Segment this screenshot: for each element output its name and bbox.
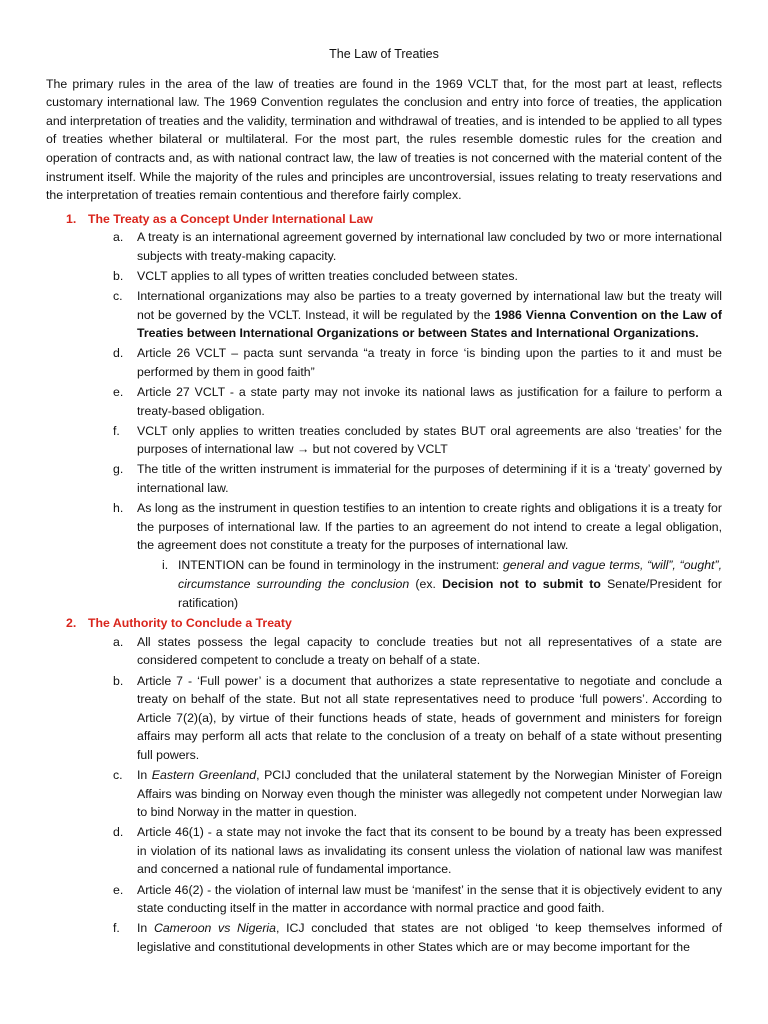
list-item-letter: f. — [113, 423, 120, 438]
list-item-text — [137, 287, 722, 343]
sub-list-item — [162, 556, 722, 612]
list-item-text — [137, 499, 722, 555]
text-run: In — [137, 767, 152, 782]
list-item — [46, 267, 722, 286]
intro-paragraph: The primary rules in the area of the law of treaties are found in the 1969 VCLT that, for the most part at least, reflects customary international law. The 1969 Convention regulates the conclusion and entry into force of treaties, the application and interpretation of treaties and the validity, termination and withdrawal of treaties, and is intended to be applied to all types of treaties whether bilateral or multilateral. For the most part, the rules resemble domestic rules for the creation and operation of contracts and, as with national contract law, the law of treaties is not concerned with the material content of the instrument itself. While the majority of the rules and principles are uncontroversial, issues relating to treaty reservations and the interpretation of treaties remain contentious and therefore fairly complex. — [46, 76, 722, 203]
list-item — [46, 766, 722, 822]
section-number: 2. — [66, 616, 77, 631]
list-item-letter: b. — [113, 673, 124, 688]
section-2 — [46, 614, 722, 956]
list-item-text — [137, 881, 722, 918]
sub-list-item-text — [178, 556, 722, 612]
list-item-text — [137, 672, 722, 765]
list-item — [46, 633, 722, 670]
list-item — [46, 823, 722, 879]
section-heading — [46, 210, 722, 229]
text-run: The title of the written instrument is immaterial for the purposes of determining if it is a ‘treaty’ governed by international law. — [137, 462, 722, 496]
list-item-letter: a. — [113, 230, 124, 245]
list-item — [46, 287, 722, 343]
list-item-text — [137, 823, 722, 879]
list-item-text — [137, 766, 722, 822]
list-item-letter: g. — [113, 462, 124, 477]
text-run: , ICJ concluded that states are not obliged ‘to keep themselves informed of legislative and constitutional developments in other States which are or may become important for the — [137, 921, 722, 954]
document-title: The Law of Treaties — [329, 47, 439, 61]
list-item-text — [137, 267, 722, 286]
text-run: general and vague terms, “will”, “ought”, circumstance surrounding the conclusion — [178, 558, 722, 592]
list-item — [46, 383, 722, 420]
text-run: VCLT applies to all types of written treaties concluded between states. — [137, 269, 518, 284]
list-item — [46, 228, 722, 265]
text-run: Eastern Greenland — [151, 767, 257, 782]
list-item-letter: d. — [113, 825, 124, 840]
list-item — [46, 919, 722, 956]
section-heading — [46, 614, 722, 633]
text-run: 1986 Vienna Convention on the Law of Treaties between International Organizations or between States and International Organizations. — [137, 307, 722, 341]
text-run: Article 46(2) - the violation of internal law must be ‘manifest’ in the sense that it is objectively evident to any state conducting itself in the matter in accordance with normal practice and good faith. — [137, 882, 722, 916]
section-item-list — [46, 633, 722, 957]
text-run: In — [137, 921, 154, 936]
section-heading-text: The Authority to Conclude a Treaty — [88, 616, 292, 631]
text-run: Cameroon vs Nigeria — [153, 921, 276, 936]
text-run: A treaty is an international agreement governed by international law concluded by two or more international subjects with treaty-making capacity. — [137, 230, 722, 263]
list-item-letter: d. — [113, 346, 124, 361]
list-item-text — [137, 422, 722, 459]
list-item — [46, 499, 722, 555]
list-item — [46, 344, 722, 381]
list-item-text — [137, 383, 722, 420]
text-run: Article 26 VCLT – pacta sunt servanda “a treaty in force ‘is binding upon the parties to it and must be performed by them in good faith” — [137, 346, 722, 379]
list-item — [46, 672, 722, 765]
list-item-letter: b. — [113, 269, 124, 284]
sections-container — [46, 210, 722, 957]
text-run: Article 7 - ‘Full power’ is a document that authorizes a state representative to negotiate and conclude a treaty on behalf of the state. But not all state representatives need to produce ‘full powers’. According to Article 7(2)(a), by virtue of their functions heads of state, heads of government and ministers for foreign affairs may perform all acts that relate to the conclusion of a treaty on behalf of a state without presenting full powers. — [137, 673, 722, 762]
text-run: VCLT only applies to written treaties concluded by states BUT oral agreements are also ‘treaties’ for the purposes of international law → but not covered by VCLT — [137, 423, 722, 457]
text-run: International organizations may also be parties to a treaty governed by international law but the treaty will not be governed by the VCLT. Instead, it will be regulated by the — [137, 289, 722, 322]
list-item-text — [137, 460, 722, 497]
list-item-letter: a. — [113, 634, 124, 649]
text-run: Decision not to submit to — [442, 577, 601, 592]
list-item-text — [137, 919, 722, 956]
list-item-text — [137, 633, 722, 670]
list-item-letter: e. — [113, 385, 124, 400]
list-item-letter: c. — [113, 289, 123, 304]
list-item — [46, 422, 722, 459]
text-run: Senate/President for ratification) — [178, 577, 722, 610]
text-run: All states possess the legal capacity to conclude treaties but not all representatives of a state are considered competent to conclude a treaty on behalf of a state. — [137, 634, 722, 668]
list-item-text — [137, 228, 722, 265]
text-run: Article 27 VCLT - a state party may not invoke its national laws as justification for a failure to perform a treaty-based obligation. — [137, 385, 722, 418]
section-heading-text: The Treaty as a Concept Under International Law — [88, 211, 373, 226]
list-item-text — [137, 344, 722, 381]
document-page — [46, 45, 722, 958]
text-run: As long as the instrument in question testifies to an intention to create rights and obligations it is a treaty for the purposes of international law. If the parties to an agreement do not intend to create a legal obligation, the agreement does not constitute a treaty for the purposes of international law. — [137, 501, 722, 553]
text-run: INTENTION can be found in terminology in the instrument: — [178, 558, 503, 573]
text-run: Article 46(1) - a state may not invoke the fact that its consent to be bound by a treaty has been expressed in violation of its national laws as invalidating its consent unless the violation of national law was manifest and concerned a national rule of fundamental importance. — [137, 825, 722, 877]
section-1 — [46, 210, 722, 612]
list-item-letter: c. — [113, 767, 123, 782]
list-item-letter: h. — [113, 501, 124, 516]
list-item — [46, 881, 722, 918]
text-run: , PCIJ concluded that the unilateral statement by the Norwegian Minister of Foreign Affairs was binding on Norway even though the minister was allegedly not competent under Norwegian law to bind Norway in the matter in question. — [137, 767, 722, 820]
text-run: (ex. — [409, 577, 443, 592]
list-item-letter: e. — [113, 882, 124, 897]
section-item-list — [46, 228, 722, 612]
list-item — [46, 460, 722, 497]
list-item-letter: f. — [113, 921, 120, 936]
sub-list-item-number: i. — [162, 558, 169, 573]
section-number: 1. — [66, 211, 77, 226]
